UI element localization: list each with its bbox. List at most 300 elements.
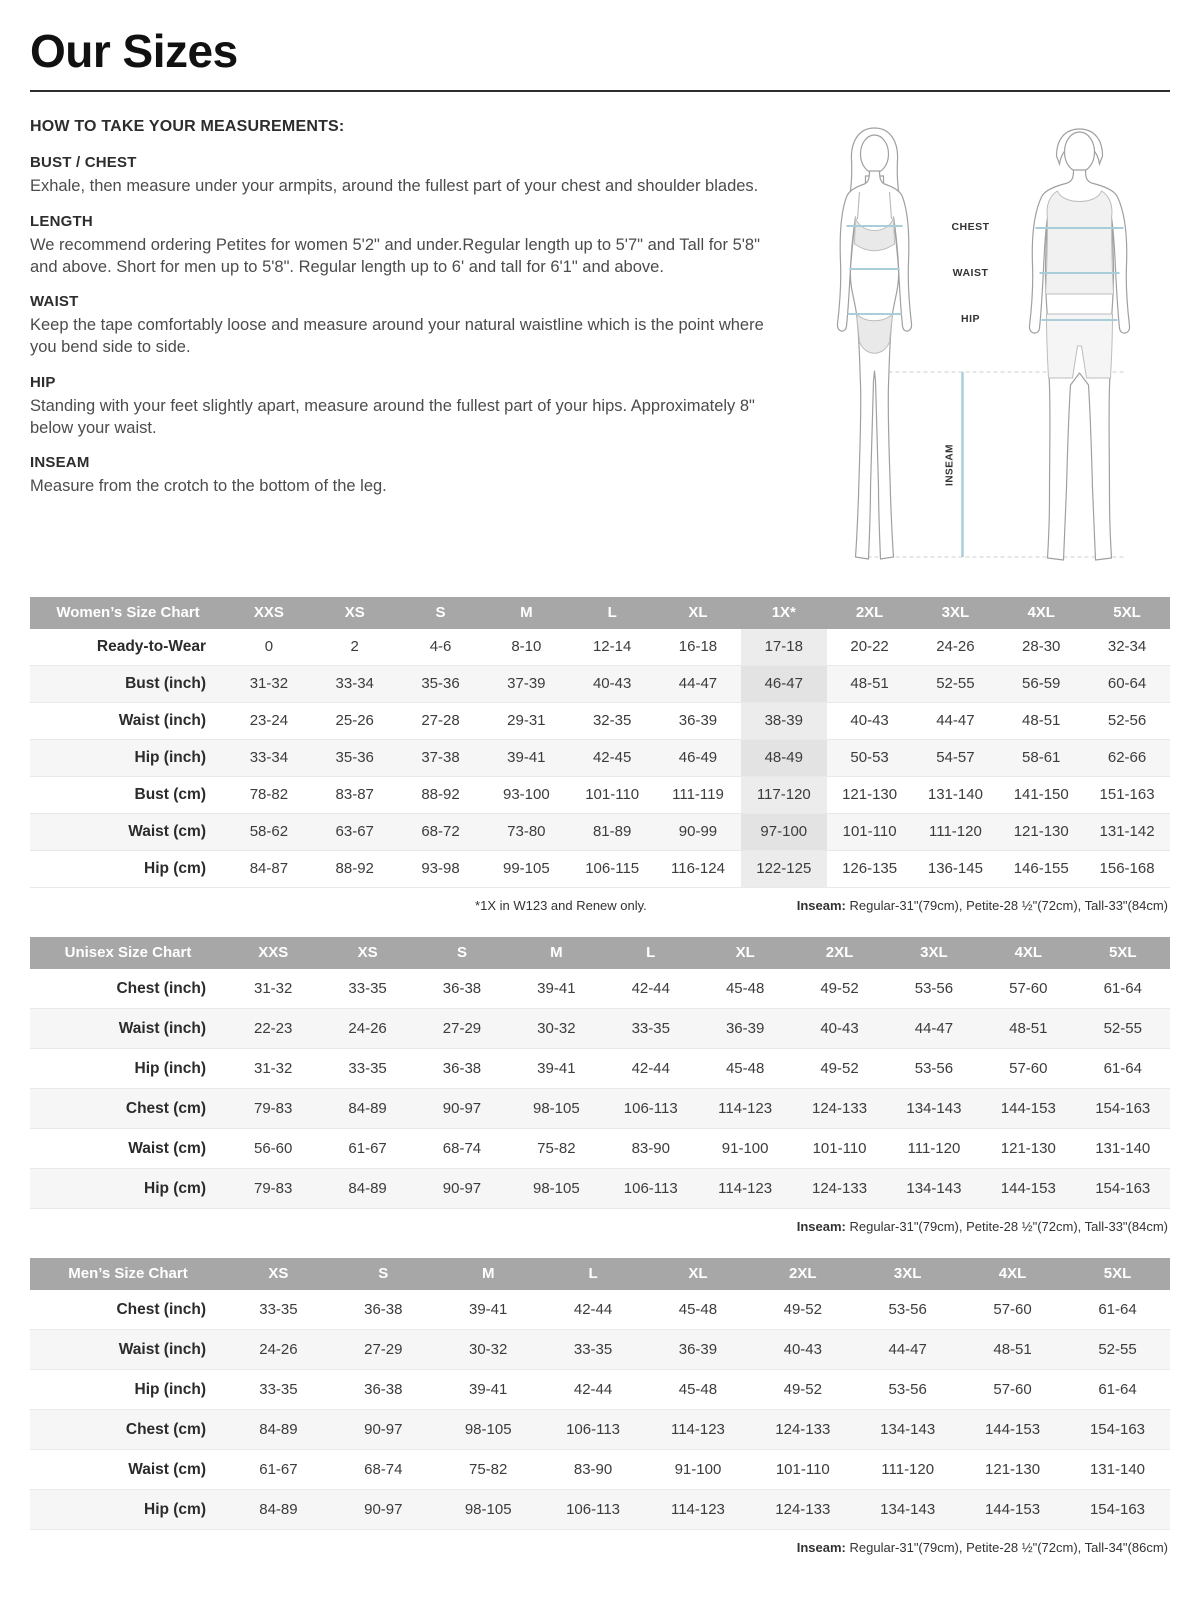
instruction-bust-chest <box>30 154 770 198</box>
size-cell: 49-52 <box>783 1300 822 1318</box>
table-title: Unisex Size Chart <box>30 937 226 969</box>
size-cell: 44-47 <box>678 675 718 692</box>
size-cell: 61-67 <box>259 1460 298 1478</box>
row-label: Hip (inch) <box>134 749 206 766</box>
size-cell: 88-92 <box>421 786 460 803</box>
size-cell: 84-87 <box>249 860 289 877</box>
table-row <box>30 1049 1170 1089</box>
size-cell: 83-90 <box>573 1460 613 1478</box>
size-column-header: 2XL <box>827 597 913 629</box>
size-cell: 78-82 <box>249 786 289 803</box>
size-cell: 84-89 <box>259 1420 298 1438</box>
size-cell: 44-47 <box>914 1019 954 1037</box>
size-cell: 27-28 <box>421 712 460 729</box>
size-cell: 101-110 <box>842 823 897 840</box>
size-cell: 32-34 <box>1107 638 1147 655</box>
row-label: Waist (inch) <box>118 1340 206 1358</box>
size-column-header: L <box>541 1258 646 1290</box>
size-cell: 141-150 <box>1013 786 1069 803</box>
size-cell: 98-105 <box>533 1179 580 1197</box>
size-cell: 33-35 <box>348 979 387 997</box>
size-cell: 39-41 <box>469 1380 508 1398</box>
size-cell: 33-35 <box>259 1300 298 1318</box>
size-column-header: 5XL <box>1076 937 1170 969</box>
size-cell: 52-55 <box>1103 1019 1142 1037</box>
womens-size-chart <box>30 597 1170 913</box>
instruction-title: BUST / CHEST <box>30 154 137 171</box>
instruction-title: WAIST <box>30 293 79 311</box>
size-cell: 93-98 <box>421 860 460 877</box>
measurement-instructions <box>30 118 770 573</box>
size-cell: 25-26 <box>335 712 374 729</box>
size-cell: 111-119 <box>672 786 724 803</box>
size-cell: 16-18 <box>678 638 718 655</box>
size-cell: 124-133 <box>775 1420 831 1438</box>
size-cell: 101-110 <box>775 1460 830 1478</box>
size-cell: 27-29 <box>442 1019 482 1037</box>
table-row <box>30 1370 1170 1410</box>
size-cell: 12-14 <box>592 638 632 655</box>
table-row <box>30 1330 1170 1370</box>
size-cell: 97-100 <box>741 814 827 851</box>
size-cell: 122-125 <box>741 851 827 888</box>
size-cell: 90-99 <box>678 823 718 840</box>
size-cell: 39-41 <box>507 749 546 766</box>
size-column-header: L <box>604 937 698 969</box>
size-cell: 117-120 <box>741 777 827 814</box>
table-row <box>30 703 1170 740</box>
size-cell: 56-60 <box>254 1139 293 1157</box>
size-cell: 42-45 <box>592 749 632 766</box>
table-row <box>30 969 1170 1009</box>
unisex-size-chart <box>30 937 1170 1234</box>
size-cell: 52-56 <box>1107 712 1147 729</box>
inseam-footnote: Inseam: Regular-31"(79cm), Petite-28 ½"(72cm), Tall-34"(86cm) <box>796 1540 1168 1555</box>
size-cell: 53-56 <box>888 1300 927 1318</box>
size-cell: 35-36 <box>335 749 374 766</box>
row-label: Waist (cm) <box>128 1460 206 1478</box>
size-column-header: XS <box>226 1258 331 1290</box>
instruction-body: Exhale, then measure under your armpits, around the fullest part of your chest and shoulder blades. <box>30 177 759 195</box>
size-cell: 48-51 <box>1022 712 1061 729</box>
size-cell: 36-38 <box>364 1380 403 1398</box>
size-cell: 54-57 <box>936 749 975 766</box>
row-label: Chest (cm) <box>125 1099 206 1117</box>
instruction-body: Keep the tape comfortably loose and measure around your natural waistline which is the point where you bend side to side. <box>30 316 764 357</box>
size-column-header: 5XL <box>1065 1258 1170 1290</box>
row-label: Hip (cm) <box>144 1179 206 1197</box>
size-cell: 35-36 <box>421 675 460 692</box>
size-cell: 36-39 <box>725 1019 765 1037</box>
size-cell: 58-62 <box>249 823 289 840</box>
size-cell: 36-39 <box>678 712 718 729</box>
size-cell: 134-143 <box>906 1099 962 1117</box>
row-label: Bust (cm) <box>134 786 206 803</box>
size-cell: 84-89 <box>348 1179 387 1197</box>
size-cell: 48-51 <box>993 1340 1032 1358</box>
row-label: Waist (inch) <box>118 712 206 729</box>
size-cell: 20-22 <box>850 638 889 655</box>
size-cell: 46-49 <box>678 749 718 766</box>
size-cell: 111-120 <box>881 1460 935 1478</box>
size-cell: 124-133 <box>775 1500 831 1518</box>
size-cell: 131-140 <box>1095 1139 1151 1157</box>
size-cell: 36-38 <box>442 1059 482 1077</box>
man-head <box>1065 132 1095 172</box>
body-measurement-diagram-svg <box>800 118 1170 573</box>
size-cell: 63-67 <box>335 823 374 840</box>
size-cell: 30-32 <box>537 1019 576 1037</box>
size-cell: 84-89 <box>348 1099 387 1117</box>
waist-label: WAIST <box>952 267 989 279</box>
size-cell: 28-30 <box>1022 638 1061 655</box>
size-cell: 134-143 <box>906 1179 962 1197</box>
size-cell: 83-90 <box>631 1139 670 1157</box>
size-cell: 33-35 <box>348 1059 387 1077</box>
size-cell: 124-133 <box>812 1179 868 1197</box>
size-cell: 39-41 <box>469 1300 508 1318</box>
instruction-length <box>30 213 770 279</box>
size-cell: 61-67 <box>348 1139 387 1157</box>
size-cell: 98-105 <box>464 1420 512 1438</box>
size-cell: 121-130 <box>842 786 898 803</box>
size-cell: 61-64 <box>1098 1380 1137 1398</box>
table-row <box>30 1169 1170 1209</box>
table-footnote: *1X in W123 and Renew only. <box>475 898 647 913</box>
size-column-header: S <box>398 597 484 629</box>
instruction-inseam <box>30 454 770 498</box>
size-cell: 36-38 <box>364 1300 403 1318</box>
size-cell: 131-140 <box>927 786 983 803</box>
size-cell: 88-92 <box>335 860 374 877</box>
size-cell: 106-113 <box>566 1500 621 1518</box>
size-cell: 91-100 <box>674 1460 722 1478</box>
instruction-title: LENGTH <box>30 212 93 230</box>
size-cell: 2 <box>350 638 359 655</box>
size-cell: 90-97 <box>442 1099 482 1117</box>
size-cell: 45-48 <box>725 1059 765 1077</box>
size-cell: 40-43 <box>820 1019 859 1037</box>
size-cell: 146-155 <box>1013 860 1069 877</box>
inseam-footnote: Inseam: Regular-31"(79cm), Petite-28 ½"(72cm), Tall-33"(84cm) <box>796 898 1168 913</box>
size-column-header: XL <box>698 937 792 969</box>
size-cell: 42-44 <box>573 1300 613 1318</box>
size-cell: 79-83 <box>254 1179 293 1197</box>
size-cell: 27-29 <box>364 1340 403 1358</box>
size-cell: 32-35 <box>592 712 632 729</box>
size-cell: 98-105 <box>464 1500 512 1518</box>
size-cell: 98-105 <box>533 1099 580 1117</box>
size-cell: 53-56 <box>914 979 954 997</box>
size-cell: 8-10 <box>511 638 542 655</box>
size-cell: 31-32 <box>254 1059 293 1077</box>
size-cell: 111-120 <box>928 823 982 840</box>
size-cell: 42-44 <box>573 1380 613 1398</box>
footnote-row <box>30 888 1170 913</box>
size-cell: 50-53 <box>850 749 889 766</box>
size-column-header: L <box>569 597 655 629</box>
size-cell: 144-153 <box>1000 1179 1056 1197</box>
table-row <box>30 666 1170 703</box>
size-cell: 49-52 <box>820 1059 859 1077</box>
row-label: Chest (cm) <box>125 1420 206 1438</box>
size-cell: 90-97 <box>364 1500 403 1518</box>
size-cell: 156-168 <box>1099 860 1155 877</box>
size-cell: 33-34 <box>249 749 289 766</box>
size-cell: 151-163 <box>1099 786 1155 803</box>
size-column-header: 2XL <box>750 1258 855 1290</box>
size-cell: 134-143 <box>880 1500 936 1518</box>
size-cell: 134-143 <box>880 1420 936 1438</box>
size-cell: 154-163 <box>1089 1420 1146 1438</box>
size-cell: 44-47 <box>936 712 975 729</box>
size-cell: 114-123 <box>670 1500 725 1518</box>
size-cell: 75-82 <box>537 1139 576 1157</box>
table-title: Men’s Size Chart <box>30 1258 226 1290</box>
size-cell: 93-100 <box>502 786 550 803</box>
size-cell: 75-82 <box>469 1460 508 1478</box>
size-cell: 17-18 <box>741 629 827 666</box>
size-cell: 58-61 <box>1022 749 1061 766</box>
size-cell: 31-32 <box>249 675 289 692</box>
size-cell: 114-123 <box>670 1420 725 1438</box>
size-cell: 40-43 <box>783 1340 822 1358</box>
size-cell: 45-48 <box>678 1300 718 1318</box>
inseam-label: INSEAM <box>944 444 956 486</box>
size-cell: 36-39 <box>678 1340 718 1358</box>
size-column-header: 4XL <box>998 597 1084 629</box>
hip-label: HIP <box>960 313 981 325</box>
size-cell: 30-32 <box>469 1340 508 1358</box>
man-figure <box>1029 129 1129 560</box>
footnote-row <box>30 1209 1170 1234</box>
size-cell: 106-113 <box>566 1420 621 1438</box>
size-cell: 56-59 <box>1022 675 1061 692</box>
size-cell: 68-72 <box>421 823 460 840</box>
size-cell: 42-44 <box>631 979 670 997</box>
instruction-hip <box>30 374 770 440</box>
row-label: Waist (cm) <box>128 1139 206 1157</box>
size-cell: 121-130 <box>1013 823 1069 840</box>
size-cell: 24-26 <box>936 638 975 655</box>
title-divider <box>30 90 1170 92</box>
size-cell: 31-32 <box>254 979 293 997</box>
row-label: Waist (inch) <box>118 1019 206 1037</box>
size-cell: 24-26 <box>259 1340 298 1358</box>
size-column-header: 3XL <box>887 937 981 969</box>
size-cell: 36-38 <box>442 979 482 997</box>
size-cell: 53-56 <box>888 1380 927 1398</box>
size-cell: 83-87 <box>335 786 374 803</box>
size-cell: 79-83 <box>254 1099 293 1117</box>
table-row <box>30 777 1170 814</box>
size-cell: 33-35 <box>631 1019 670 1037</box>
size-cell: 126-135 <box>842 860 898 877</box>
inseam-footnote: Inseam: Regular-31"(79cm), Petite-28 ½"(72cm), Tall-33"(84cm) <box>796 1219 1168 1234</box>
size-cell: 61-64 <box>1098 1300 1137 1318</box>
size-cell: 46-47 <box>741 666 827 703</box>
size-cell: 106-113 <box>623 1099 678 1117</box>
size-cell: 40-43 <box>592 675 632 692</box>
size-cell: 154-163 <box>1089 1500 1146 1518</box>
size-cell: 144-153 <box>985 1420 1041 1438</box>
size-column-header: 3XL <box>855 1258 960 1290</box>
size-cell: 38-39 <box>741 703 827 740</box>
size-cell: 45-48 <box>678 1380 718 1398</box>
size-cell: 131-142 <box>1099 823 1155 840</box>
size-column-header: 4XL <box>960 1258 1065 1290</box>
size-table <box>30 597 1170 888</box>
row-label: Ready-to-Wear <box>96 638 206 655</box>
table-row <box>30 851 1170 888</box>
row-label: Hip (cm) <box>144 860 206 877</box>
size-column-header: XS <box>320 937 414 969</box>
size-cell: 124-133 <box>812 1099 868 1117</box>
size-cell: 39-41 <box>537 979 576 997</box>
instruction-body: Standing with your feet slightly apart, measure around the fullest part of your hips. Approximately 8" below your waist. <box>30 396 755 437</box>
size-cell: 33-34 <box>335 675 374 692</box>
woman-head <box>861 135 889 173</box>
size-column-header: M <box>509 937 603 969</box>
size-cell: 0 <box>264 638 274 655</box>
measurement-diagram <box>770 118 1170 573</box>
size-cell: 48-49 <box>741 740 827 777</box>
size-column-header: XL <box>655 597 741 629</box>
mens-size-chart <box>30 1258 1170 1555</box>
size-cell: 90-97 <box>442 1179 482 1197</box>
woman-body-outline <box>837 171 911 559</box>
size-cell: 154-163 <box>1095 1099 1151 1117</box>
size-column-header: 3XL <box>913 597 999 629</box>
size-cell: 136-145 <box>927 860 983 877</box>
size-cell: 57-60 <box>993 1380 1032 1398</box>
row-label: Bust (inch) <box>125 675 206 692</box>
page-title: Our Sizes <box>30 25 238 77</box>
size-cell: 131-140 <box>1089 1460 1146 1478</box>
size-column-header: 4XL <box>981 937 1075 969</box>
size-cell: 29-31 <box>507 712 546 729</box>
size-column-header: S <box>415 937 509 969</box>
size-cell: 52-55 <box>936 675 975 692</box>
size-cell: 62-66 <box>1107 749 1147 766</box>
table-row <box>30 1450 1170 1490</box>
size-column-header: XXS <box>226 597 312 629</box>
size-cell: 48-51 <box>850 675 889 692</box>
row-label: Hip (inch) <box>134 1380 206 1398</box>
instruction-title: INSEAM <box>30 454 90 472</box>
size-column-header: M <box>436 1258 541 1290</box>
size-cell: 101-110 <box>585 786 640 803</box>
table-row <box>30 1129 1170 1169</box>
size-cell: 44-47 <box>888 1340 927 1358</box>
instruction-body: We recommend ordering Petites for women 5'2" and under.Regular length up to 5'7" and Tall for 5'8" and above. Short for men up to 5'8". Regular length up to 6' and tall for 6'1" and above. <box>30 235 760 276</box>
size-cell: 52-55 <box>1098 1340 1137 1358</box>
size-cell: 22-23 <box>254 1019 293 1037</box>
size-column-header: 5XL <box>1084 597 1170 629</box>
size-cell: 116-124 <box>671 860 725 877</box>
size-cell: 23-24 <box>249 712 289 729</box>
size-cell: 53-56 <box>914 1059 954 1077</box>
size-column-header: XS <box>312 597 398 629</box>
row-label: Chest (inch) <box>116 1300 206 1318</box>
size-cell: 49-52 <box>820 979 859 997</box>
table-row <box>30 814 1170 851</box>
row-label: Chest (inch) <box>116 979 206 997</box>
size-cell: 24-26 <box>348 1019 387 1037</box>
size-cell: 37-39 <box>507 675 546 692</box>
size-table <box>30 1258 1170 1530</box>
size-cell: 42-44 <box>631 1059 670 1077</box>
size-cell: 106-115 <box>585 860 640 877</box>
instruction-waist <box>30 293 770 359</box>
size-cell: 39-41 <box>537 1059 576 1077</box>
table-row <box>30 1089 1170 1129</box>
chest-label: CHEST <box>951 221 990 233</box>
size-cell: 57-60 <box>1009 1059 1048 1077</box>
size-cell: 45-48 <box>725 979 765 997</box>
size-cell: 144-153 <box>1000 1099 1056 1117</box>
size-cell: 111-120 <box>907 1139 961 1157</box>
size-column-header: 2XL <box>792 937 886 969</box>
size-cell: 49-52 <box>783 1380 822 1398</box>
size-cell: 114-123 <box>718 1179 773 1197</box>
size-cell: 57-60 <box>1009 979 1048 997</box>
size-cell: 90-97 <box>364 1420 403 1438</box>
man-tank-top <box>1046 191 1114 294</box>
size-cell: 68-74 <box>364 1460 403 1478</box>
size-cell: 121-130 <box>1000 1139 1056 1157</box>
size-table <box>30 937 1170 1209</box>
size-column-header: 1X* <box>741 597 827 629</box>
size-cell: 60-64 <box>1107 675 1147 692</box>
size-column-header: M <box>483 597 569 629</box>
table-row <box>30 740 1170 777</box>
row-label: Hip (inch) <box>134 1059 206 1077</box>
size-cell: 40-43 <box>850 712 889 729</box>
size-cell: 101-110 <box>812 1139 867 1157</box>
table-title: Women’s Size Chart <box>30 597 226 629</box>
size-column-header: XXS <box>226 937 320 969</box>
instruction-title: HIP <box>30 373 56 391</box>
size-cell: 61-64 <box>1103 1059 1142 1077</box>
table-row <box>30 1009 1170 1049</box>
size-cell: 84-89 <box>259 1500 298 1518</box>
size-cell: 4-6 <box>429 638 452 655</box>
size-column-header: S <box>331 1258 436 1290</box>
instructions-heading: HOW TO TAKE YOUR MEASUREMENTS: <box>30 118 345 135</box>
size-cell: 99-105 <box>502 860 550 877</box>
size-cell: 121-130 <box>985 1460 1041 1478</box>
size-cell: 144-153 <box>985 1500 1041 1518</box>
table-row <box>30 1290 1170 1330</box>
size-cell: 68-74 <box>442 1139 482 1157</box>
size-cell: 48-51 <box>1009 1019 1048 1037</box>
table-row <box>30 1490 1170 1530</box>
size-cell: 81-89 <box>592 823 632 840</box>
row-label: Hip (cm) <box>144 1500 206 1518</box>
size-cell: 91-100 <box>721 1139 769 1157</box>
size-cell: 57-60 <box>993 1300 1032 1318</box>
size-cell: 154-163 <box>1095 1179 1151 1197</box>
woman-figure <box>837 128 911 559</box>
table-row <box>30 629 1170 666</box>
size-cell: 33-35 <box>259 1380 298 1398</box>
footnote-row <box>30 1530 1170 1555</box>
size-cell: 114-123 <box>718 1099 773 1117</box>
row-label: Waist (cm) <box>128 823 206 840</box>
size-cell: 73-80 <box>507 823 546 840</box>
instruction-body: Measure from the crotch to the bottom of the leg. <box>30 477 387 496</box>
